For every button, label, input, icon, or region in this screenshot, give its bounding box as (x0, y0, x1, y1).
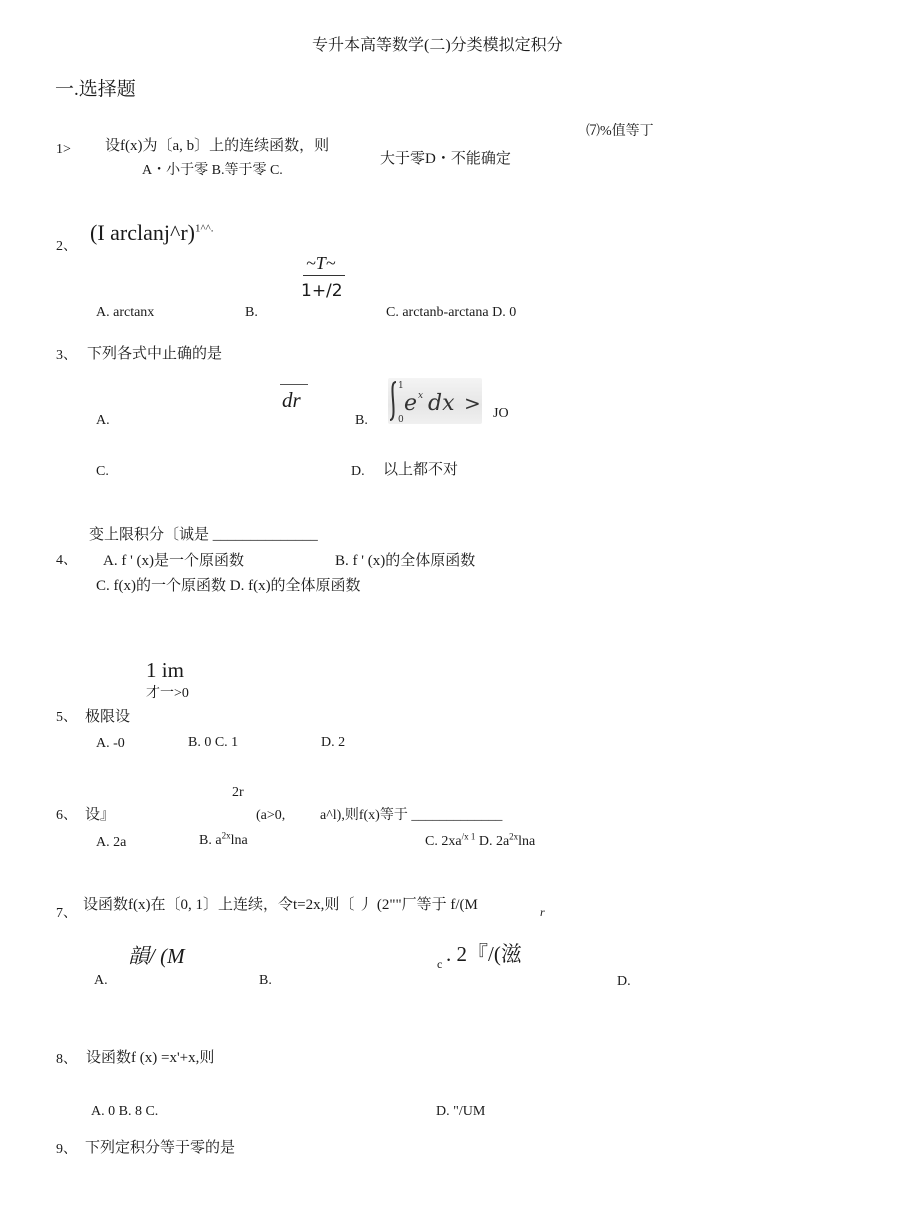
svg-text:>: > (464, 391, 481, 415)
integral-upper-limit: 2r (232, 785, 244, 800)
option-b: B. (355, 413, 368, 428)
fraction-denominator: 1+/2 (301, 281, 343, 301)
integral-expression: (I arclanj^r)$^{1\^{}\^{}.}$ (90, 220, 214, 245)
option-a: A. 2a (96, 835, 127, 850)
option-d: D. 2 (321, 735, 346, 750)
question-stem: 设f(x)为〔a, b〕上的连续函数，则 (105, 138, 330, 154)
question-number: 7、 (56, 906, 77, 921)
option-c-label: c (437, 957, 443, 971)
options-cd: C. $2xa^{/x 1}$ D. $2a^{2x}\ln a$ (425, 831, 536, 849)
option-a-expression: 韻/ (M (128, 944, 185, 968)
option-a: A. (96, 413, 110, 428)
question-number: 5、 (56, 710, 77, 725)
question-stem: 下列各式中止确的是 (87, 346, 223, 362)
svg-text:e: e (404, 391, 418, 416)
option-a: A. -0 (96, 736, 125, 751)
svg-text:x: x (418, 391, 424, 401)
question-number: 1> (56, 142, 71, 157)
condition-b: a^l),则f(x)等于 _____________ (320, 808, 503, 823)
option-b: B. (259, 973, 272, 988)
option-c: C. (96, 464, 109, 479)
option-b-tail: JO (493, 406, 509, 421)
question-number: 6、 (56, 808, 77, 823)
options-cd: C. f(x)的一个原函数 D. f(x)的全体原函数 (96, 578, 361, 594)
question-stem: 设』 (85, 807, 116, 823)
question-number: 3、 (56, 348, 77, 363)
integral-figure (388, 378, 482, 424)
options-cd: 大于零D・不能确定 (380, 151, 511, 167)
section-heading: 一.选择题 (55, 79, 136, 100)
question-number: 2、 (56, 239, 77, 254)
question-number: 8、 (56, 1052, 77, 1067)
options-cd: C. arctanb-arctana D. 0 (386, 305, 517, 320)
limit-subscript: 才一>0 (146, 686, 189, 701)
question-number: 9、 (56, 1142, 77, 1157)
page-title: 专升本高等数学(二)分类模拟定积分 (312, 37, 563, 54)
option-b: B. $a^{2x}\ln a$ (199, 830, 248, 848)
options-bc: B. 0 C. 1 (188, 735, 239, 750)
limit-label: 1 im (146, 658, 184, 682)
option-d: D. "/UM (436, 1104, 486, 1119)
question-stem: 设函数f(x)在〔0, 1〕上连续，令t=2x,则〔 丿 (2""厂等于 f/(M (83, 897, 478, 913)
option-a: A. arctanx (96, 305, 155, 320)
question-number: 4、 (56, 553, 77, 568)
fraction-numerator: ~T~ (306, 253, 336, 273)
question-stem: 下列定积分等于零的是 (85, 1140, 236, 1156)
question-stem: 设函数f (x) =x'+x,则 (86, 1050, 215, 1066)
option-b: B. (245, 305, 258, 320)
options-ab: A・小于零 B.等于零 C. (142, 163, 283, 178)
svg-text:1: 1 (398, 381, 404, 391)
fraction-bar (303, 275, 345, 276)
option-a-expression: dr (282, 388, 301, 412)
question-stem: 变上限积分〔诚是 ______________ (89, 527, 318, 543)
options-abc: A. 0 B. 8 C. (91, 1104, 159, 1119)
side-note: ⑺%值等丁 (586, 124, 654, 139)
option-d-label: D. (351, 464, 365, 479)
svg-text:dx: dx (428, 391, 455, 416)
option-a: A. f ' (x)是一个原函数 (103, 553, 245, 569)
option-d: 以上都不对 (383, 462, 459, 478)
question-stem: 极限设 (85, 709, 131, 725)
condition-a: (a>0, (256, 808, 286, 823)
option-b: B. f ' (x)的全体原函数 (335, 553, 476, 569)
option-a: A. (94, 973, 108, 988)
fraction-bar (280, 384, 308, 385)
svg-text:0: 0 (398, 415, 404, 424)
option-c-expression: . 2『/(滋 (446, 942, 522, 966)
option-d: D. (617, 974, 631, 989)
stem-subscript: r (540, 905, 545, 919)
